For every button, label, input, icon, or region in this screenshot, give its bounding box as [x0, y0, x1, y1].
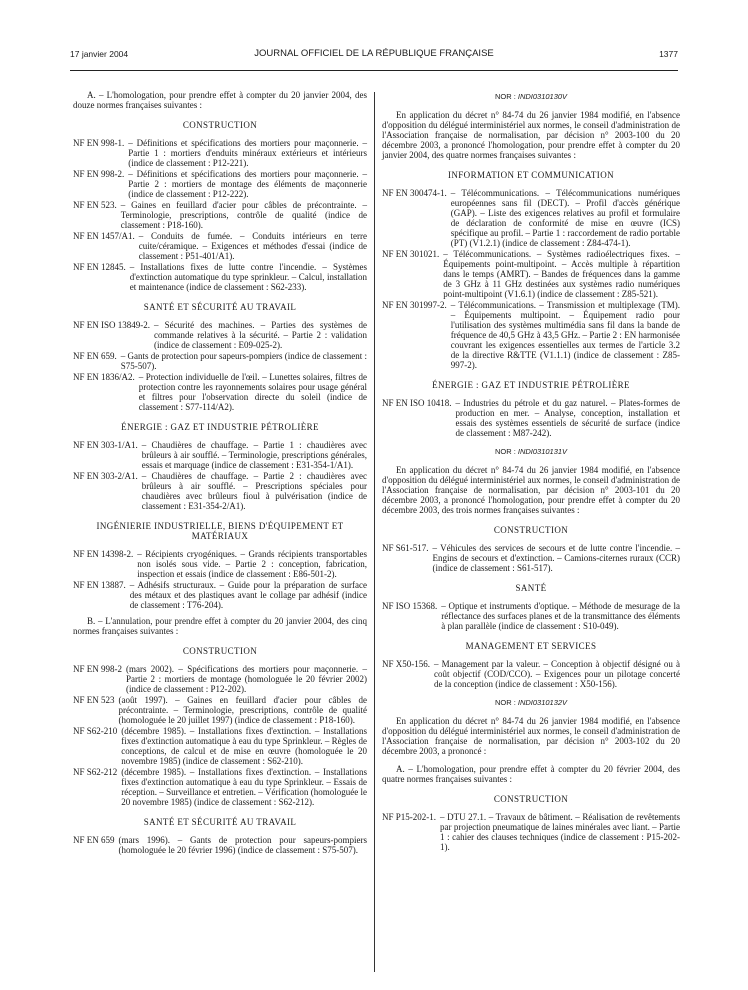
standard-entry: [382, 659, 680, 689]
standard-code: NF EN 659: [73, 835, 115, 845]
standard-description: (août 1997). – Gaines en feuillard d'acier pour câbles de précontrainte. – Terminologie, prescriptions, contrôle de qualité (homologuée le 20 juillet 1997) (indice de classement : P18-160).: [118, 695, 367, 725]
standard-description: – DTU 27.1. – Travaux de bâtiment. – Réalisation de revêtements par projection pneumatique de laines minérales avec liant. – Partie 1 : cahier des clauses techniques (indice de classement : P15-202-1).: [440, 812, 680, 852]
decree-paragraph: A. – L'homologation, pour prendre effet à compter du 20 février 2004, des quatre normes françaises suivantes :: [382, 764, 680, 784]
standard-description: – Gants de protection pour sapeurs-pompiers (indice de classement : S75-507).: [120, 351, 367, 371]
standard-description: (décembre 1985). – Installations fixes d'extinction. – Installations fixes d'extinction automatique à eau du type Sprinkleur. – Règles de conceptions, de calcul et de mise en œuvre (homologuée le 20 novembre 1985) (indice de classement : S62-210).: [121, 726, 367, 766]
standard-description: – Industries du pétrole et du gaz naturel. – Plates-formes de production en mer. – Analyse, conception, installation et essais des systèmes essentiels de sécurité de surface (indice de classement : M87-242).: [455, 398, 680, 438]
standard-code: NF EN 12845.: [73, 262, 126, 272]
standard-description: – Définitions et spécifications des mortiers pour maçonnerie. – Partie 2 : mortiers de montage des éléments de maçonnerie (indice de classement : P12-222).: [128, 169, 367, 199]
standard-entry: [382, 812, 680, 852]
standard-description: (décembre 1985). – Installations fixes d'extinction. – Installations fixes d'extinction automatique à eau du type Sprinkleur. – Essais de réception. – Surveillance et entretien. – Vérification (homologuée le 20 novembre 1985) (indice de classement : S62-212).: [121, 767, 367, 807]
page-header: [70, 49, 678, 61]
nor-reference: NOR : INDI0310132V: [494, 698, 568, 707]
standard-code: NF EN 998-2: [73, 664, 122, 674]
standard-description: – Chaudières de chauffage. – Partie 1 : chaudières avec brûleurs à air soufflé. – Terminologie, prescriptions générales, essais et marquage (indice de classement : E31-354-1/A1).: [141, 440, 367, 470]
sections-1: [382, 170, 680, 438]
column-divider: [374, 92, 375, 972]
standard-description: – Adhésifs structuraux. – Guide pour la préparation de surface des métaux et des plastiques avant le collage par adhésif (indice de classement : T76-204).: [129, 580, 367, 610]
standard-code: NF EN 1457/A1.: [73, 231, 135, 241]
standard-description: – Optique et instruments d'optique. – Méthode de mesurage de la réflectance des surfaces planes et de la transmittance des éléments à plan parallèle (indice de classement : S10-049).: [441, 601, 680, 631]
standard-entry: [73, 726, 367, 766]
section-heading: CONSTRUCTION: [182, 646, 258, 656]
standard-code: NF EN 301997-2.: [382, 300, 447, 310]
section-heading: MANAGEMENT ET SERVICES: [465, 641, 597, 651]
standard-entry: [73, 231, 367, 261]
standard-entry: [73, 351, 367, 371]
section-heading: INGÉNIERIE INDUSTRIELLE, BIENS D'ÉQUIPEMENT ET MATÉRIAUX: [96, 521, 344, 541]
standard-code: NF P15-202-1.: [382, 812, 437, 822]
standard-description: – Installations fixes de lutte contre l'incendie. – Systèmes d'extinction automatique du type sprinkleur. – Calcul, installation et maintenance (indice de classement : S62-233).: [129, 262, 367, 292]
standard-description: – Gaines en feuillard d'acier pour câbles de précontrainte. – Terminologie, prescriptions, contrôle de qualité (indice de classement : P18-160).: [120, 200, 367, 230]
standard-entry: [73, 200, 367, 230]
standard-entry: [382, 398, 680, 438]
standard-code: NF EN ISO 13849-2.: [73, 320, 151, 330]
standard-code: NF S62-210: [73, 726, 118, 736]
standard-entry: [73, 169, 367, 199]
standard-entry: [382, 249, 680, 299]
standard-entry: [73, 138, 367, 168]
standard-description: – Télécommunications. – Télécommunications numériques européennes sans fil (DECT). – Profil d'accès générique (GAP). – Liste des exigences relatives au profil et formulaire de déclaration de conformité de mise en œuvre (ICS) spécifique au profil. – Partie 1 : raccordement de radio portable (PT) (V1.2.1) (indice de classement : Z84-474-1).: [450, 188, 680, 248]
standard-description: – Télécommunications. – Systèmes radioélectriques fixes. – Équipements point-multipoint. – Accès multiple à répartition dans le temps (AMRT). – Bandes de fréquences dans la gamme de 3 GHz à 11 GHz destinées aux systèmes radio numériques point-multipoint (V1.6.1) (indice de classement : Z85-521).: [443, 249, 680, 299]
standard-entry: [73, 320, 367, 350]
standard-description: (mars 2002). – Spécifications des mortiers pour maçonnerie. – Partie 2 : mortiers de montage (homologuée le 20 février 2002) (indice de classement : P12-202).: [126, 664, 367, 694]
standard-code: NF EN 998-1.: [73, 138, 125, 148]
standard-entry: [382, 601, 680, 631]
standard-code: NF EN 13887.: [73, 580, 126, 590]
standard-entry: [382, 300, 680, 370]
section-heading: CONSTRUCTION: [182, 120, 258, 130]
standard-description: – Véhicules des services de secours et de lutte contre l'incendie. – Engins de secours et d'extinction. – Camions-citernes ruraux (CCR) (indice de classement : S61-517).: [432, 543, 680, 573]
page-number: 1377: [659, 49, 678, 59]
standard-description: – Conduits de fumée. – Conduits intérieurs en terre cuite/céramique. – Exigences et méthodes d'essai (indice de classement : P51-401/A1).: [138, 231, 367, 261]
standard-code: NF EN 303-1/A1.: [73, 440, 138, 450]
standard-entry: [73, 372, 367, 412]
right-column: [382, 90, 680, 853]
section-heading: ÉNERGIE : GAZ ET INDUSTRIE PÉTROLIÈRE: [121, 422, 319, 432]
decree-paragraph: En application du décret n° 84-74 du 26 janvier 1984 modifié, en l'absence d'opposition du délégué interministériel aux normes, le conseil d'administration de l'Association française de normalisation, par décision n° 2003-102 du 20 décembre 2003, a prononcé :: [382, 716, 680, 756]
standard-code: NF EN 998-2.: [73, 169, 125, 179]
standard-code: NF EN 303-2/A1.: [73, 471, 138, 481]
nor-reference: NOR : INDI0310131V: [494, 447, 568, 456]
standard-code: NF EN 523.: [73, 200, 117, 210]
standard-entry: [73, 695, 367, 725]
standard-code: NF EN 14398-2.: [73, 549, 134, 559]
standard-description: – Définitions et spécifications des mortiers pour maçonnerie. – Partie 1 : mortiers d'enduits minéraux extérieurs et intérieurs (indice de classement : P12-221).: [128, 138, 367, 168]
standard-entry: [73, 471, 367, 511]
standard-entry: [73, 767, 367, 807]
standard-entry: [73, 549, 367, 579]
standard-entry: [73, 664, 367, 694]
sections-2: [382, 525, 680, 689]
standard-entry: [382, 188, 680, 248]
section-heading: ÉNERGIE : GAZ ET INDUSTRIE PÉTROLIÈRE: [432, 380, 630, 390]
header-title: JOURNAL OFFICIEL DE LA RÉPUBLIQUE FRANÇAISE: [254, 48, 494, 59]
standard-code: NF EN 659.: [73, 351, 117, 361]
standard-code: NF S62-212: [73, 767, 118, 777]
standard-description: (mars 1996). – Gants de protection pour sapeurs-pompiers (homologuée le 20 février 1996) (indice de classement : S75-507).: [118, 835, 367, 855]
standard-code: NF S61-517.: [382, 543, 429, 553]
standard-description: – Management par la valeur. – Conception à objectif désigné ou à coût objectif (COD/CCO). – Exigences pour un pilotage concerté de la conception (indice de classement : X50-156).: [434, 659, 680, 689]
standard-code: NF EN 523: [73, 695, 115, 705]
standard-code: NF X50-156.: [382, 659, 431, 669]
header-rule: [70, 70, 678, 71]
standard-entry: [73, 262, 367, 292]
standard-code: NF ISO 15368.: [382, 601, 438, 611]
sections-a: [73, 120, 367, 610]
section-heading: CONSTRUCTION: [493, 794, 569, 804]
sections-b: [73, 646, 367, 855]
standard-description: – Protection individuelle de l'œil. – Lunettes solaires, filtres de protection contre les rayonnements solaires pour usage général et filtres pour l'observation directe du soleil (indice de classement : S77-114/A2).: [138, 372, 367, 412]
standard-entry: [382, 543, 680, 573]
left-column: [73, 90, 367, 856]
section-heading: SANTÉ: [515, 583, 547, 593]
sections-3: [382, 794, 680, 852]
header-date: 17 janvier 2004: [70, 49, 129, 59]
standard-code: NF EN 300474-1.: [382, 188, 447, 198]
section-heading: SANTÉ ET SÉCURITÉ AU TRAVAIL: [143, 817, 297, 827]
standard-code: NF EN ISO 10418.: [382, 398, 452, 408]
nor-reference: NOR : INDI0310130V: [494, 92, 568, 101]
standard-description: – Télécommunications. – Transmission et multiplexage (TM). – Équipements multipoint. – Équipement radio pour l'utilisation des systèmes multimédia sans fil dans la bande de fréquence de 40,5 GHz à 43,5 GHz. – Partie 2 : EN harmonisée couvrant les exigences essentielles aux termes de l'article 3.2 de la directive R&TTE (V1.1.1) (indice de classement : Z85-997-2).: [450, 300, 680, 370]
standard-entry: [73, 580, 367, 610]
standard-entry: [73, 835, 367, 855]
decree-paragraph: En application du décret n° 84-74 du 26 janvier 1984 modifié, en l'absence d'opposition du délégué interministériel aux normes, le conseil d'administration de l'Association française de normalisation, par décision n° 2003-100 du 20 décembre 2003, a prononcé l'homologation, pour prendre effet à compter du 20 janvier 2004, des quatre normes françaises suivantes :: [382, 110, 680, 160]
standard-description: – Récipients cryogéniques. – Grands récipients transportables non isolés sous vide. – Partie 2 : conception, fabrication, inspection et essais (indice de classement : E86-501-2).: [137, 549, 367, 579]
standard-description: – Sécurité des machines. – Parties des systèmes de commande relatives à la sécurité. – Partie 2 : validation (indice de classement : E09-025-2).: [154, 320, 367, 350]
standard-code: NF EN 1836/A2.: [73, 372, 135, 382]
standard-code: NF EN 301021.: [382, 249, 440, 259]
standard-description: – Chaudières de chauffage. – Partie 2 : chaudières avec brûleurs à air soufflé. – Prescriptions spéciales pour chaudières avec brûleurs fioul à pulvérisation (indice de classement : E31-354-2/A1).: [141, 471, 367, 511]
section-heading: CONSTRUCTION: [493, 525, 569, 535]
intro-paragraph: B. – L'annulation, pour prendre effet à compter du 20 janvier 2004, des cinq normes françaises suivantes :: [73, 616, 367, 636]
section-heading: SANTÉ ET SÉCURITÉ AU TRAVAIL: [143, 302, 297, 312]
standard-entry: [73, 440, 367, 470]
decree-paragraph: En application du décret n° 84-74 du 26 janvier 1984 modifié, en l'absence d'opposition du délégué interministériel aux normes, le conseil d'administration de l'Association française de normalisation, par décision n° 2003-101 du 20 décembre 2003, a prononcé l'homologation, pour prendre effet à compter du 20 décembre 2003, des trois normes françaises suivantes :: [382, 465, 680, 515]
intro-paragraph: A. – L'homologation, pour prendre effet à compter du 20 janvier 2004, des douze normes françaises suivantes :: [73, 90, 367, 110]
section-heading: INFORMATION ET COMMUNICATION: [447, 170, 615, 180]
